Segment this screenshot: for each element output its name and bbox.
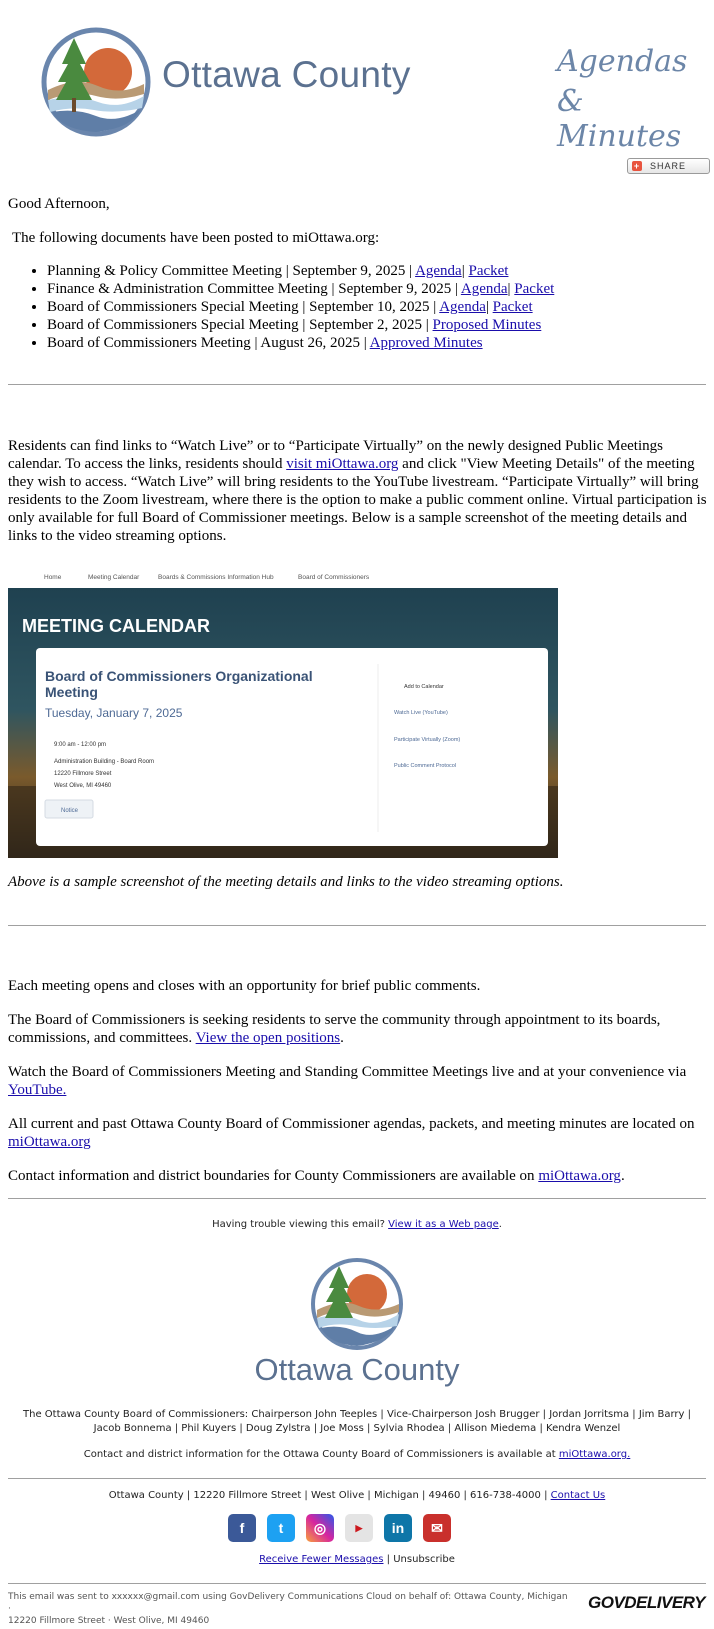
footer-brand: Ottawa County: [254, 1352, 460, 1387]
agendas-paragraph: All current and past Ottawa County Board of Commissioner agendas, packets, and meeting minutes are located on miOttawa.org: [8, 1116, 695, 1150]
agenda-link[interactable]: Agenda: [439, 299, 486, 315]
packet-link[interactable]: Packet: [492, 299, 533, 315]
meeting-time: 9:00 am - 12:00 pm: [54, 742, 107, 748]
receive-fewer-row: [0, 1554, 714, 1565]
contact-paragraph: Contact information and district boundaries for County Commissioners are available on miOttawa.org.: [8, 1168, 625, 1184]
divider: [8, 1583, 706, 1584]
watch-paragraph: Watch the Board of Commissioners Meeting and Standing Committee Meetings live and at your convenience via YouTube.: [8, 1064, 687, 1098]
nav-meeting-calendar: Meeting Calendar: [88, 574, 140, 581]
packet-link[interactable]: Packet: [514, 281, 555, 297]
email-header: [0, 0, 714, 158]
screenshot-caption: Above is a sample screenshot of the meeting details and links to the video streaming options.: [8, 874, 564, 890]
sent-notice: This email was sent to xxxxxx@gmail.com using GovDelivery Communications Cloud on behalf of: Ottawa County, Michigan · 12220 Fillmore Street · West Olive, MI 49460: [8, 1592, 568, 1626]
ottawa-county-logo: [36, 24, 156, 142]
documents-list: [0, 262, 554, 352]
meeting-title-line1: Board of Commissioners Organizational: [45, 668, 313, 684]
receive-fewer-link[interactable]: Receive Fewer Messages: [259, 1554, 384, 1565]
board-members: The Ottawa County Board of Commissioners: Chairperson John Teeples | Vice-Chairperson Josh Brugger | Jordan Jorritsma | Jim Barry | Jacob Bonnema | Phil Kuyers | Doug Zylstra | Joe Moss | Sylvia Rhodea | Allison Miedema | Kendra Wenzel: [23, 1409, 691, 1434]
divider: [8, 384, 706, 385]
trouble-viewing: Having trouble viewing this email? View it as a Web page.: [212, 1219, 502, 1230]
miottawa-contact-link[interactable]: miOttawa.org: [538, 1168, 621, 1184]
brand-title: Ottawa County: [162, 54, 411, 95]
list-item: • Board of Commissioners Meeting | August 26, 2025 | Approved Minutes: [47, 334, 554, 352]
county-address: Ottawa County | 12220 Fillmore Street | West Olive | Michigan | 49460 | 616-738-4000 | Contact Us: [108, 1490, 606, 1501]
meeting-street: 12220 Fillmore Street: [54, 771, 112, 777]
youtube-link[interactable]: YouTube.: [8, 1082, 67, 1098]
ottawa-county-footer-logo: [307, 1254, 407, 1354]
divider: [8, 925, 706, 926]
list-item: • Planning & Policy Committee Meeting | September 9, 2025 | Agenda| Packet: [47, 262, 554, 280]
watch-live-link: Watch Live (YouTube): [394, 710, 448, 716]
list-item: • Board of Commissioners Special Meeting | September 10, 2025 | Agenda| Packet: [47, 298, 554, 316]
miottawa-footer-link[interactable]: miOttawa.org.: [558, 1449, 631, 1460]
share-button[interactable]: [627, 158, 710, 174]
social-icons: [228, 1514, 451, 1542]
proposed-minutes-link[interactable]: Proposed Minutes: [432, 317, 542, 333]
view-web-page-link[interactable]: View it as a Web page: [388, 1219, 499, 1230]
contact-us-link[interactable]: Contact Us: [550, 1490, 606, 1501]
divider: [8, 1478, 706, 1479]
participate-virtually-link: Participate Virtually (Zoom): [394, 737, 461, 743]
approved-minutes-link[interactable]: Approved Minutes: [369, 335, 483, 351]
agenda-link[interactable]: Agenda: [415, 263, 462, 279]
nav-home: Home: [44, 574, 62, 581]
nav-boards-hub: Boards & Commissions Information Hub: [158, 574, 274, 581]
public-comments-text: Each meeting opens and closes with an opportunity for brief public comments.: [8, 978, 481, 994]
meeting-date: Tuesday, January 7, 2025: [45, 706, 183, 720]
view-open-positions-link[interactable]: View the open positions: [195, 1030, 341, 1046]
contact-note: Contact and district information for the Ottawa County Board of Commissioners is available at miOttawa.org.: [83, 1449, 631, 1460]
banner-title: MEETING CALENDAR: [22, 616, 210, 636]
facebook-icon[interactable]: f: [228, 1514, 256, 1542]
meeting-calendar-screenshot: [8, 564, 558, 858]
instagram-icon[interactable]: ◎: [306, 1514, 334, 1542]
add-to-calendar: Add to Calendar: [404, 684, 444, 690]
meeting-location: Administration Building - Board Room: [54, 759, 155, 765]
email-icon[interactable]: ✉: [423, 1514, 451, 1542]
public-comment-protocol-link: Public Comment Protocol: [394, 763, 457, 769]
govdelivery-logo[interactable]: GOVDELIVERY: [588, 1593, 705, 1612]
agendas-minutes-logo: [557, 44, 693, 154]
agenda-link[interactable]: Agenda: [460, 281, 508, 297]
list-item: • Board of Commissioners Special Meeting | September 2, 2025 | Proposed Minutes: [47, 316, 554, 334]
agendas-text: Agendas: [557, 44, 688, 79]
visit-miottawa-link[interactable]: visit miOttawa.org: [286, 456, 399, 472]
youtube-icon[interactable]: ▶: [345, 1514, 373, 1542]
seeking-paragraph: The Board of Commissioners is seeking residents to serve the community through appointment to its boards, commissions, and committees. View the open positions.: [8, 1012, 661, 1046]
intro-text: The following documents have been posted to miOttawa.org:: [12, 230, 380, 246]
minutes-text: & Minutes: [557, 84, 682, 154]
residents-paragraph: Residents can find links to “Watch Live” or to “Participate Virtually” on the newly designed Public Meetings calendar. To access the links, residents should visit miOttawa.org and click "View Meeting Details" of the meeting they wish to access. “Watch Live” will bring residents to the YouTube livestream. “Participate Virtually” will bring residents to the Zoom livestream, where there is the option to make a public comment online. Virtual participation is only available for full Board of Commissioner meetings. Below is a sample screenshot of the meeting details and links to the video streaming options.: [8, 438, 707, 544]
nav-board-of-commissioners: Board of Commissioners: [298, 574, 370, 581]
miottawa-link[interactable]: miOttawa.org: [8, 1134, 91, 1150]
twitter-icon[interactable]: t: [267, 1514, 295, 1542]
meeting-city: West Olive, MI 49460: [54, 783, 112, 789]
greeting: Good Afternoon,: [8, 196, 110, 212]
meeting-title-line2: Meeting: [45, 684, 98, 700]
list-item: • Finance & Administration Committee Meeting | September 9, 2025 | Agenda| Packet: [47, 280, 554, 298]
unsubscribe-link[interactable]: | Unsubscribe: [383, 1554, 455, 1565]
plus-icon: +: [633, 161, 641, 171]
share-label: SHARE: [650, 161, 687, 171]
packet-link[interactable]: Packet: [468, 263, 509, 279]
linkedin-icon[interactable]: in: [384, 1514, 412, 1542]
divider: [8, 1198, 706, 1199]
notice-button: Notice: [61, 808, 79, 814]
